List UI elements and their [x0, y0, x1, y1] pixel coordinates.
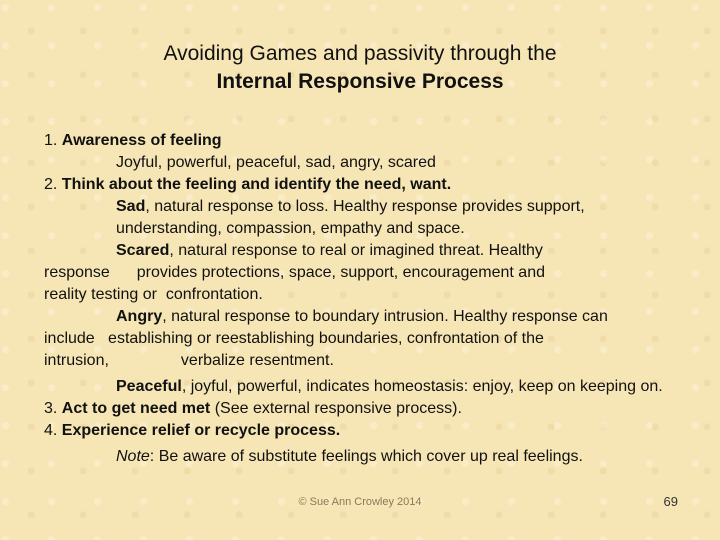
scared-paragraph: [44, 240, 684, 306]
item-3-number: 3.: [44, 400, 62, 417]
item-3: [44, 398, 684, 420]
item-1-heading: Awareness of feeling: [61, 132, 222, 149]
note-paragraph: [44, 446, 684, 468]
sad-key: Sad: [116, 198, 146, 215]
angry-text-2: include: [44, 330, 95, 347]
item-1-number: 1.: [44, 132, 62, 149]
peaceful-text: , joyful, powerful, indicates homeostasis: enjoy, keep on keeping on.: [181, 378, 663, 395]
scared-text-3: provides protections, space, support, encouragement and: [136, 264, 545, 281]
title-line-2: Internal Responsive Process: [216, 70, 504, 93]
scared-text-1: , natural response to real or imagined threat. Healthy: [169, 242, 543, 259]
scared-text-5: confrontation.: [165, 286, 263, 303]
note-key: Note: [116, 448, 150, 465]
page-number: 69: [663, 494, 678, 509]
scared-text-2: response: [44, 264, 110, 281]
item-2: [44, 174, 684, 196]
angry-text-3: establishing or reestablishing boundaries, confrontation of the: [108, 330, 544, 347]
item-2-number: 2.: [44, 176, 62, 193]
angry-paragraph: [44, 306, 684, 372]
item-1: [44, 130, 684, 152]
sad-text: , natural response to loss. Healthy response provides support, understanding, compassion, empathy and space.: [116, 198, 585, 237]
angry-text-1: , natural response to boundary intrusion. Healthy response can: [162, 308, 608, 325]
angry-text-4: intrusion,: [44, 352, 109, 369]
item-3-heading: Act to get need met: [61, 400, 211, 417]
item-1-detail: Joyful, powerful, peaceful, sad, angry, scared: [116, 154, 436, 171]
copyright-footer: © Sue Ann Crowley 2014: [298, 496, 422, 508]
item-2-heading: Think about the feeling and identify the need, want.: [61, 176, 452, 193]
scared-key: Scared: [116, 242, 170, 259]
sad-paragraph: [44, 196, 684, 240]
item-3-rest: (See external responsive process).: [210, 400, 462, 417]
scared-text-4: reality testing or: [44, 286, 157, 303]
peaceful-key: Peaceful: [116, 378, 182, 395]
angry-text-5: verbalize resentment.: [180, 352, 334, 369]
title-line-1: Avoiding Games and passivity through the: [163, 42, 557, 65]
note-text: : Be aware of substitute feelings which cover up real feelings.: [149, 448, 583, 465]
peaceful-paragraph: [44, 376, 684, 398]
angry-key: Angry: [116, 308, 163, 325]
slide-title: [0, 40, 720, 96]
item-4: [44, 420, 684, 442]
item-4-number: 4.: [44, 422, 62, 439]
slide-body: [44, 130, 684, 468]
item-4-heading: Experience relief or recycle process.: [61, 422, 341, 439]
